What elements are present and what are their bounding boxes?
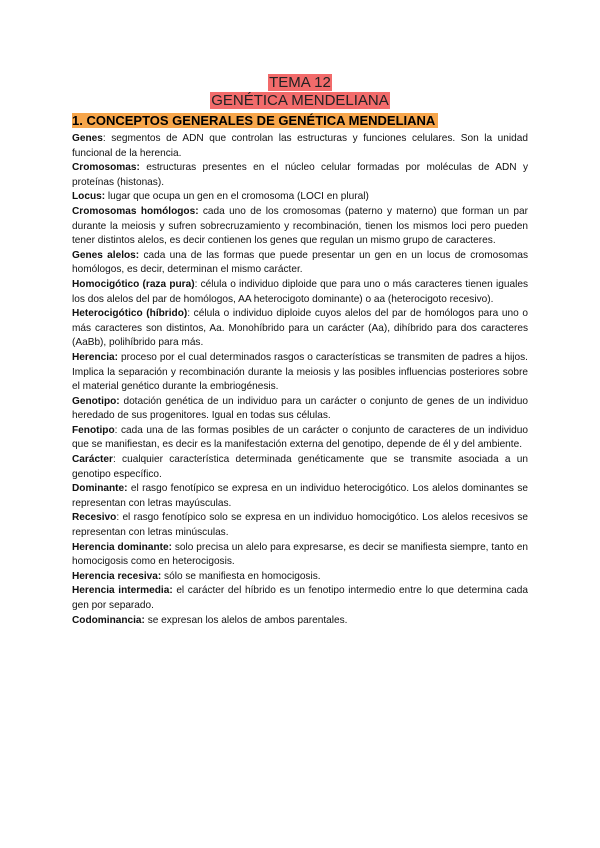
definition-text: estructuras presentes en el núcleo celular formadas por moléculas de ADN y proteínas (histonas).	[72, 162, 528, 188]
definition-item	[72, 424, 528, 453]
definition-term: Heterocigótico (híbrido)	[72, 308, 188, 320]
definition-term: Herencia intermedia:	[72, 585, 173, 597]
definition-term: Dominante:	[72, 483, 128, 495]
definition-term: Genotipo:	[72, 395, 120, 407]
definition-text: lugar que ocupa un gen en el cromosoma (LOCI en plural)	[105, 191, 369, 203]
definition-term: Cromosomas:	[72, 162, 140, 174]
definition-term: Genes	[72, 133, 103, 144]
definition-text: : cada una de las formas posibles de un carácter o conjunto de caracteres de un individuo que se manifiestan, es decir es la manifestación externa del genotipo, depende de él y del ambiente.	[72, 424, 528, 451]
definition-text: solo precisa un alelo para expresarse, es decir se manifiesta siempre, tanto en homocigosis como en heterocigosis.	[72, 541, 528, 568]
definition-text: cada uno de los cromosomas (paterno y materno) que forman un par durante la meiosis y sufren sobrecruzamiento y recombinación, tienen los mismos loci pero pueden tener distintos alelos, es decir contienen los genes que regulan un mismo grupo de caracteres.	[72, 205, 528, 247]
definition-item	[72, 132, 528, 161]
document-page	[72, 74, 528, 628]
definition-text: sólo se manifiesta en homocigosis.	[161, 570, 321, 582]
definition-term: Fenotipo	[72, 424, 115, 436]
definition-item	[72, 584, 528, 613]
definition-item	[72, 453, 528, 482]
definition-text: : cualquier característica determinada genéticamente que se transmite asociada a un genotipo específico.	[72, 454, 528, 480]
definition-text: : célula o individuo diploide cuyos alelos del par de homólogos para uno o más caracteres son distintos, Aa. Monohíbrido para un carácter (Aa), dihíbrido para dos caracteres (AaBb), polihíbrido para más.	[72, 308, 528, 349]
definition-text: proceso por el cual determinados rasgos o características se transmiten de padres a hijos. Implica la separación y recombinación durante la meiosis y las posibles influencias posteriores sobre el material genético durante la embriogénesis.	[72, 351, 528, 393]
definition-item	[72, 278, 528, 307]
definition-item	[72, 307, 528, 351]
definition-text: dotación genética de un individuo para un carácter o conjunto de genes de un individuo heredado de sus progenitores. Igual en todas sus células.	[72, 395, 528, 422]
definition-term: Codominancia:	[72, 614, 145, 626]
definition-text: : el rasgo fenotípico solo se expresa en un individuo homocigótico. Los alelos recesivos se representan con letras minúsculas.	[72, 512, 528, 539]
definition-text: cada una de las formas que puede presentar un gen en un locus de cromosomas homólogos, es decir, determinan el mismo carácter.	[72, 249, 528, 276]
definition-term: Cromosomas homólogos:	[72, 205, 199, 217]
definition-term: Homocigótico (raza pura)	[72, 278, 195, 290]
definition-item	[72, 482, 528, 511]
section-heading-wrap	[72, 112, 528, 130]
definition-text: : célula o individuo diploide que para uno o más caracteres tienen iguales los dos alelos del par de homólogos, AA heterocigoto dominante) o aa (heterocigoto recesivo).	[72, 278, 528, 305]
definition-item	[72, 205, 528, 249]
definition-term: Herencia dominante:	[72, 541, 172, 553]
definition-term: Recesivo	[72, 512, 117, 524]
definition-item	[72, 541, 528, 570]
definition-item	[72, 249, 528, 278]
definition-term: Carácter	[72, 454, 113, 466]
topic-title: TEMA 12	[269, 74, 331, 91]
definition-text: se expresan los alelos de ambos parentales.	[144, 614, 348, 626]
definition-item	[72, 190, 528, 205]
definition-text: : segmentos de ADN que controlan las estructuras y funciones celulares. Son la unidad funcional de la herencia.	[72, 133, 528, 159]
section-heading: 1. CONCEPTOS GENERALES DE GENÉTICA MENDELIANA	[72, 113, 438, 128]
subject-title: GENÉTICA MENDELIANA	[211, 92, 389, 109]
definition-item	[72, 570, 528, 585]
definition-text: el rasgo fenotípico se expresa en un individuo heterocigótico. Los alelos dominantes se representan con letras mayúsculas.	[72, 483, 528, 509]
definition-item	[72, 614, 528, 629]
definition-term: Genes alelos:	[72, 249, 140, 261]
definition-item	[72, 351, 528, 395]
definition-text: el carácter del híbrido es un fenotipo intermedio entre lo que determina cada gen por separado.	[72, 585, 528, 611]
definition-item	[72, 161, 528, 190]
definition-item	[72, 511, 528, 540]
title-block	[72, 74, 528, 110]
definition-term: Herencia:	[72, 351, 119, 363]
definition-term: Locus:	[72, 191, 106, 203]
definition-term: Herencia recesiva:	[72, 570, 162, 582]
definition-item	[72, 395, 528, 424]
definitions-list	[72, 132, 528, 628]
